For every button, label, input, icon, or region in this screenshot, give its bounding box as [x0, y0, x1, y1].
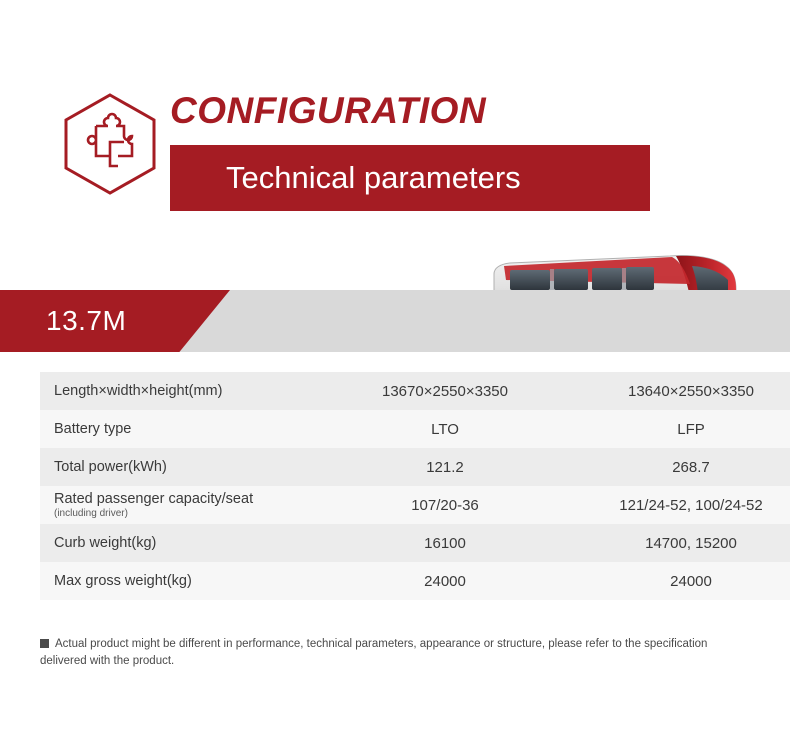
- row-value-col2: 24000: [568, 562, 790, 600]
- row-label: [40, 486, 322, 524]
- row-label-text: Curb weight(kg): [54, 535, 157, 551]
- row-label-text: Max gross weight(kg): [54, 573, 192, 589]
- row-label: [40, 410, 322, 448]
- row-value-col2: 268.7: [568, 448, 790, 486]
- table-row: [40, 372, 790, 410]
- page-subtitle: Technical parameters: [226, 160, 521, 195]
- row-label: [40, 372, 322, 410]
- table-row: [40, 448, 790, 486]
- row-value-col2: LFP: [568, 410, 790, 448]
- table-row: [40, 524, 790, 562]
- row-value-col1: 13670×2550×3350: [322, 372, 568, 410]
- disclaimer-note: [40, 636, 756, 670]
- page-title: CONFIGURATION: [170, 90, 487, 131]
- subtitle-banner: [170, 145, 650, 211]
- row-value-col1: 24000: [322, 562, 568, 600]
- row-label: [40, 524, 322, 562]
- row-label-text: Rated passenger capacity/seat: [54, 491, 254, 507]
- table-row: [40, 562, 790, 600]
- row-value-col1: 107/20-36: [322, 486, 568, 524]
- model-label: 13.7M: [46, 305, 127, 336]
- page-header: [0, 40, 790, 195]
- row-label-text: Total power(kWh): [54, 459, 167, 475]
- row-value-col2: 13640×2550×3350: [568, 372, 790, 410]
- row-value-col1: LTO: [322, 410, 568, 448]
- row-label-subnote: (including driver): [54, 508, 128, 519]
- disclaimer-text: Actual product might be different in performance, technical parameters, appearance or structure, please refer to the specification delivered with the product.: [40, 638, 708, 667]
- row-label-text: Battery type: [54, 421, 132, 437]
- row-value-col2: 121/24-52, 100/24-52: [568, 486, 790, 524]
- square-bullet-icon: [40, 639, 49, 648]
- table-row: [40, 486, 790, 524]
- technical-parameters-table: [40, 372, 790, 600]
- row-value-col2: 14700, 15200: [568, 524, 790, 562]
- table-row: [40, 410, 790, 448]
- row-label: [40, 448, 322, 486]
- model-band: [0, 290, 790, 352]
- puzzle-hexagon-icon: [62, 92, 158, 196]
- row-label: [40, 562, 322, 600]
- row-value-col1: 16100: [322, 524, 568, 562]
- row-value-col1: 121.2: [322, 448, 568, 486]
- row-label-text: Length×width×height(mm): [54, 383, 223, 399]
